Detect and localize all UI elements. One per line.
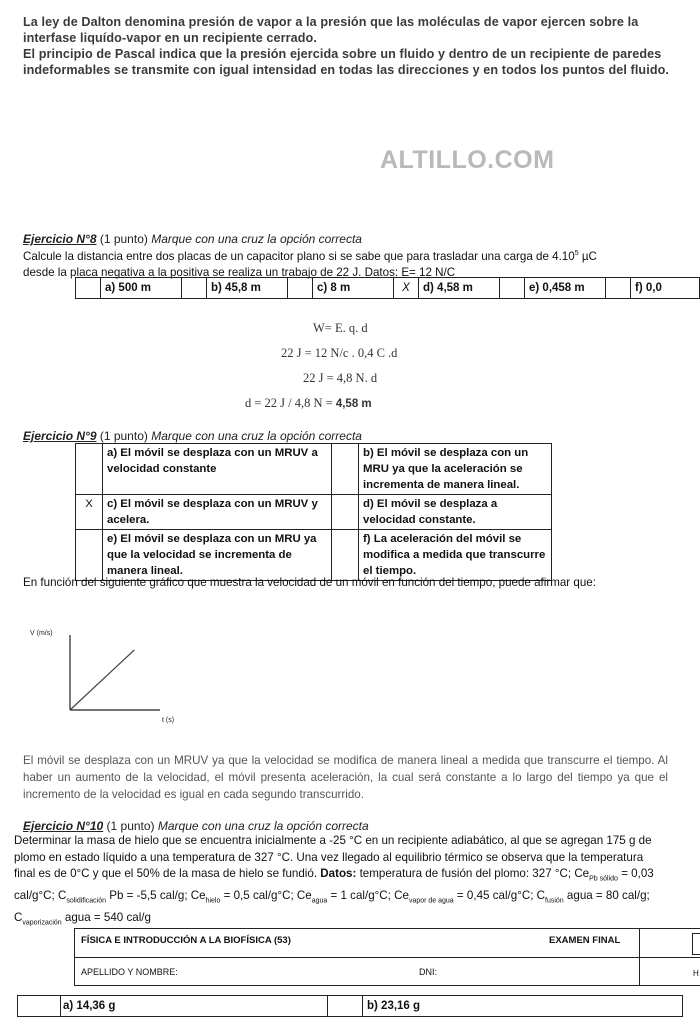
- exercise-8-unit: µC: [578, 249, 597, 263]
- velocity-time-chart: [28, 625, 188, 730]
- exercise-8-line1: Calcule la distancia entre dos placas de un capacitor plano si se sabe que para trasladar una carga de 4.10: [23, 249, 575, 263]
- exercise-9-question: En función del siguiente gráfico que muestra la velocidad de un móvil en función del tiempo, puede afirmar que:: [23, 576, 596, 589]
- text-fragment: C: [14, 910, 23, 924]
- subscript: fusión: [545, 897, 564, 905]
- text-fragment: = 0,5 cal/g°C; Ce: [220, 888, 312, 902]
- chart-y-label: V (m/s): [30, 630, 53, 637]
- option-b: b) El móvil se desplaza con un MRU ya que la aceleración se incrementa de manera lineal.: [359, 444, 552, 495]
- exercise-8-statement: [23, 246, 683, 281]
- equation-2: 22 J = 12 N/c . 0,4 C .d: [281, 346, 398, 360]
- intro-paragraph-pascal: El principio de Pascal indica que la presión ejercida sobre un fluido y dentro de un recipiente de paredes indeformables se transmite con igual intensidad en todas las direcciones y en todos los puntos del fluido.: [23, 47, 670, 77]
- text-fragment: final es de 0°C y que el 50% de la masa de hielo se fundió.: [14, 867, 321, 880]
- exercise-8-title: [23, 232, 362, 246]
- option-mark-cell[interactable]: [76, 444, 103, 495]
- text-fragment: agua = 540 cal/g: [61, 910, 151, 924]
- option-c: c) El móvil se desplaza con un MRUV y acelera.: [103, 495, 332, 530]
- equation-4-text: d = 22 J / 4,8 N =: [245, 396, 336, 410]
- equation-1: W= E. q. d: [313, 321, 368, 335]
- option-d: d) 4,58 m: [419, 278, 500, 299]
- text-fragment: cal/g°C; C: [14, 888, 67, 902]
- option-mark-cell[interactable]: [606, 278, 631, 299]
- option-b: b) 45,8 m: [207, 278, 288, 299]
- exam-type: EXAMEN FINAL: [549, 935, 621, 946]
- exam-header-side-box: [638, 928, 700, 986]
- subscript: agua: [311, 897, 328, 905]
- subscript: solidificación: [66, 897, 107, 905]
- text-fragment: agua = 80 cal/g;: [563, 888, 650, 902]
- divider: [638, 957, 700, 958]
- option-mark-cell[interactable]: [500, 278, 525, 299]
- exam-header-box: [74, 928, 640, 986]
- option-mark-cell-selected[interactable]: X: [76, 495, 103, 530]
- exercise-10-line3: [14, 866, 674, 888]
- subscript: Pb sólido: [589, 875, 618, 883]
- intro-text: [23, 14, 673, 78]
- exercise-9-instruction: Marque con una cruz la opción correcta: [151, 429, 362, 443]
- option-f: f) La aceleración del móvil se modifica a medida que transcurre el tiempo.: [359, 530, 552, 581]
- equation-4: [245, 396, 372, 411]
- exercise-10-line4: [14, 888, 674, 910]
- option-e: e) El móvil se desplaza con un MRU ya que la velocidad se incrementa de manera lineal.: [103, 530, 332, 581]
- option-d: d) El móvil se desplaza a velocidad constante.: [359, 495, 552, 530]
- exercise-8-exponent: 5: [574, 250, 579, 257]
- text-fragment: = 1 cal/g°C; Ce: [327, 888, 409, 902]
- option-c: c) 8 m: [313, 278, 394, 299]
- intro-paragraph-dalton: La ley de Dalton denomina presión de vapor a la presión que las moléculas de vapor ejercen sobre la interfase liquído-vapor en un recipiente cerrado.: [23, 15, 639, 45]
- exercise-8-line2: desde la placa negativa a la positiva se realiza un trabajo de 22 J. Datos: E= 12 N/C: [23, 265, 456, 279]
- exercise-10-label: Ejercicio N°10: [23, 819, 104, 833]
- text-fragment: = 0,45 cal/g°C; C: [453, 888, 546, 902]
- exercise-9-options: [75, 443, 552, 581]
- exercise-9-answer: El móvil se desplaza con un MRUV ya que la velocidad se modifica de manera lineal a medida que transcurre el tiempo. Al haber un aumento de la velocidad, el móvil presenta aceleración, la cual será constante a lo largo del tiempo ya que el incremento de la velocidad es igual en cada segundo transcurrido.: [23, 754, 668, 801]
- subscript: vaporización: [22, 918, 62, 926]
- option-a: a) 500 m: [101, 278, 182, 299]
- subscript: vapor de agua: [408, 897, 454, 905]
- chart-series-line: [70, 650, 134, 710]
- name-label: APELLIDO Y NOMBRE:: [81, 967, 178, 977]
- option-e: e) 0,458 m: [525, 278, 606, 299]
- exercise-9-title: [23, 429, 362, 443]
- chart-x-label: t (s): [162, 717, 175, 724]
- exercise-10-points: (1 punto): [103, 819, 158, 833]
- option-mark-cell[interactable]: [182, 278, 207, 299]
- exercise-10-title: [23, 819, 369, 833]
- option-b: b) 23,16 g: [363, 996, 683, 1017]
- option-mark-cell[interactable]: [76, 278, 101, 299]
- subscript: hielo: [205, 897, 221, 905]
- exercise-10-line1: Determinar la masa de hielo que se encuentra inicialmente a -25 °C en un recipiente adiabático, al que se agregan 175 g de: [14, 834, 652, 847]
- datos-label: Datos:: [320, 867, 357, 880]
- exercise-8-options: [75, 277, 700, 299]
- option-mark-cell[interactable]: [18, 996, 61, 1017]
- text-fragment: temperatura de fusión del plomo: 327 °C; Ce: [356, 867, 590, 880]
- option-f: f) 0,0: [631, 278, 700, 299]
- exercise-10-instruction: Marque con una cruz la opción correcta: [157, 819, 369, 833]
- exercise-10-options: [17, 995, 683, 1017]
- dni-label: DNI:: [419, 967, 437, 977]
- option-a: a) El móvil se desplaza con un MRUV a velocidad constante: [103, 444, 332, 495]
- option-mark-cell[interactable]: [328, 996, 363, 1017]
- exercise-8-label: Ejercicio N°8: [23, 232, 97, 246]
- option-mark-cell[interactable]: [288, 278, 313, 299]
- exercise-8-instruction: Marque con una cruz la opción correcta: [151, 232, 362, 246]
- text-fragment: Pb = -5,5 cal/g; Ce: [106, 888, 206, 902]
- equation-4-result: 4,58 m: [335, 398, 372, 410]
- exercise-10-line2: plomo en estado líquido a una temperatura de 327 °C. Una vez llegado al equilibrio térmico se observa que la temperatura: [14, 850, 644, 864]
- option-mark-cell[interactable]: [76, 530, 103, 581]
- text-fragment: = 0,03: [617, 867, 654, 880]
- option-mark-cell[interactable]: [332, 495, 359, 530]
- exercise-9-points: (1 punto): [96, 429, 152, 443]
- option-a: a) 14,36 g: [61, 996, 328, 1017]
- divider: [75, 957, 639, 958]
- option-mark-cell[interactable]: [332, 444, 359, 495]
- course-name: FÍSICA E INTRODUCCIÓN A LA BIOFÍSICA (53): [81, 935, 291, 946]
- corner-letter: H: [693, 969, 699, 978]
- exercise-10-statement: [14, 833, 674, 931]
- watermark: ALTILLO.COM: [380, 146, 555, 174]
- option-mark-cell[interactable]: [332, 530, 359, 581]
- equation-3: 22 J = 4,8 N. d: [303, 371, 378, 385]
- exercise-8-points: (1 punto): [96, 232, 152, 246]
- option-mark-cell-selected[interactable]: X: [394, 278, 419, 299]
- corner-box: [692, 933, 700, 955]
- exercise-9-label: Ejercicio N°9: [23, 429, 97, 443]
